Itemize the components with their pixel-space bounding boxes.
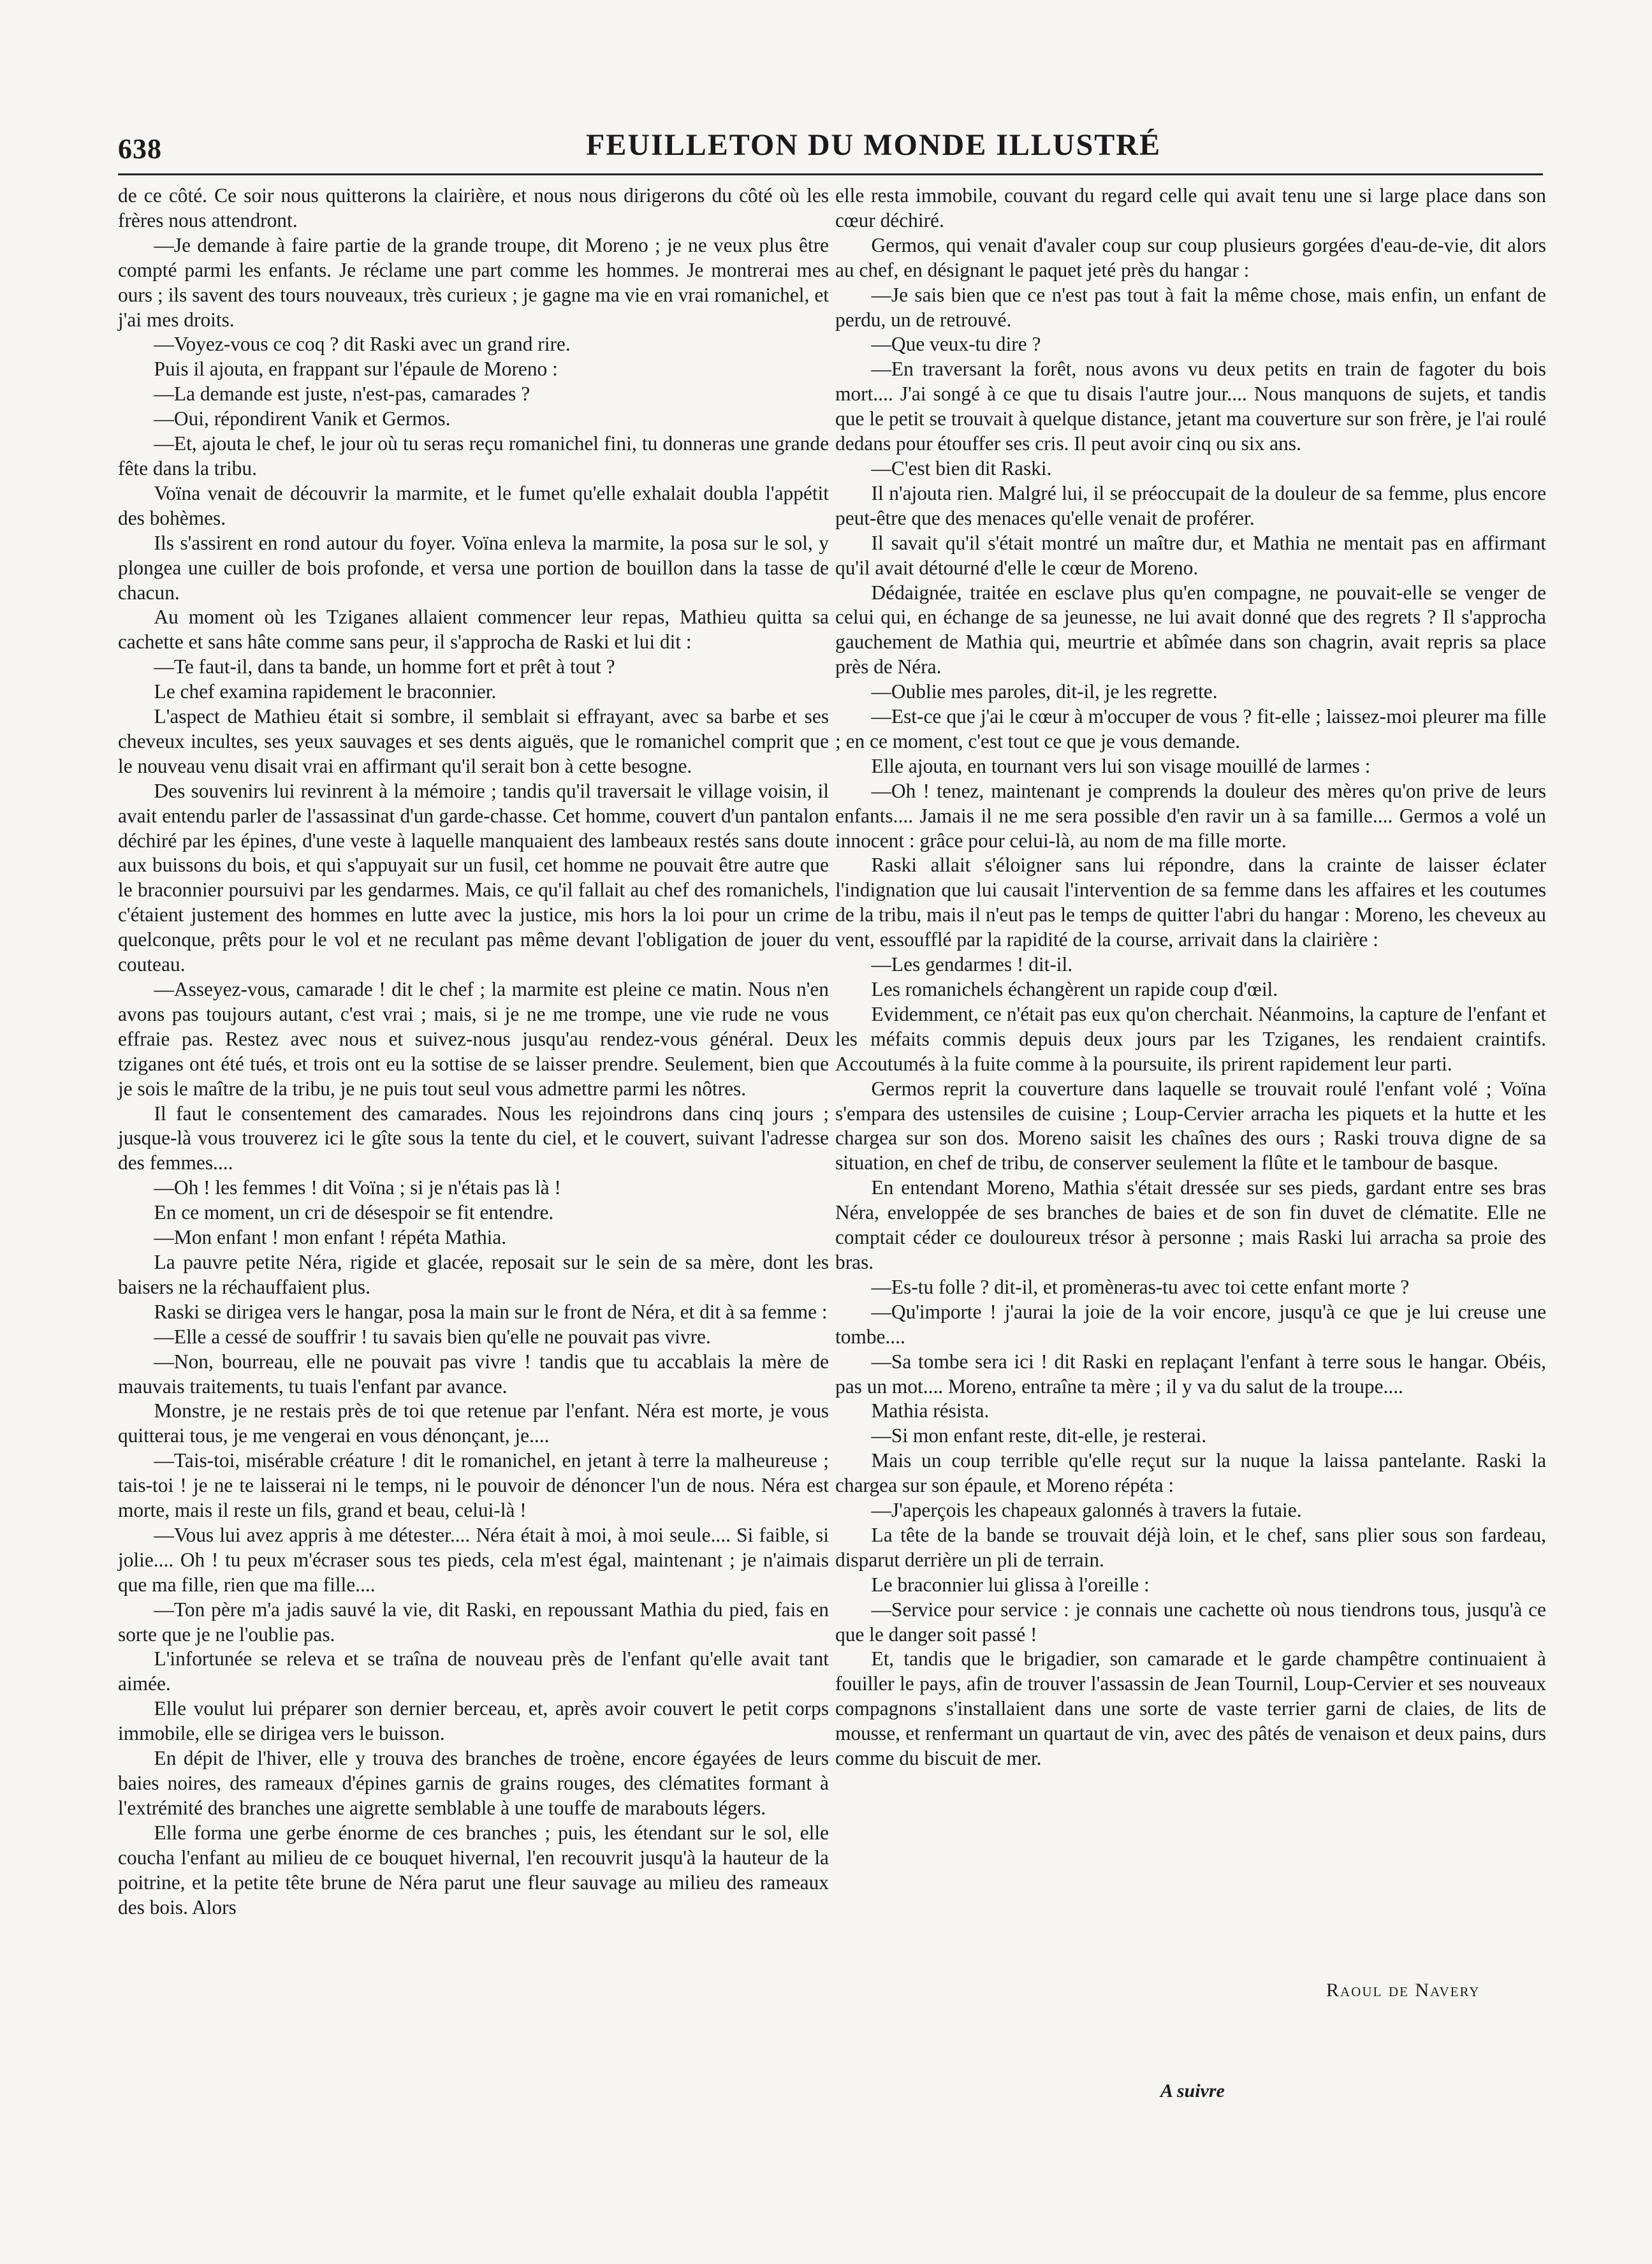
left-column (118, 184, 829, 1920)
paragraph: La tête de la bande se trouvait déjà loin, et le chef, sans plier sous son fardeau, disparut derrière un pli de terrain. (835, 1523, 1546, 1571)
paragraph: —Oui, répondirent Vanik et Germos. (154, 407, 451, 430)
paragraph: Raski allait s'éloigner sans lui répondre, dans la crainte de laisser éclater l'indignation que lui causait l'intervention de sa femme dans les affaires et les coutumes de la tribu, mais il n'eut pas le temps de quitter l'abri du hangar : Moreno, les cheveux au vent, essoufflé par la rapidité de la course, arrivait dans la clairière : (835, 854, 1546, 951)
right-column (835, 184, 1546, 1771)
paragraph: —Ton père m'a jadis sauvé la vie, dit Raski, en repoussant Mathia du pied, fais en sorte que je ne l'oublie pas. (118, 1598, 829, 1646)
to-be-continued: A suivre (1160, 2080, 1225, 2101)
paragraph: —Te faut-il, dans ta bande, un homme fort et prêt à tout ? (154, 655, 615, 678)
paragraph: —Je demande à faire partie de la grande troupe, dit Moreno ; je ne veux plus être compté parmi les enfants. Je réclame une part comme les hommes. Je montrerai mes ours ; ils savent des tours nouveaux, très curieux ; je gagne ma vie en vrai romanichel, et j'ai mes droits. (118, 233, 829, 331)
paragraph: Et, tandis que le brigadier, son camarade et le garde champêtre continuaient à fouiller le pays, afin de trouver l'assassin de Jean Tournil, Loup-Cervier et ses nouveaux compagnons s'installaient dans une sorte de vaste terrier garni de claies, de lits de mousse, et renfermant un quartaut de vin, avec des pâtés de venaison et deux pains, durs comme du biscuit de mer. (835, 1647, 1546, 1770)
paragraph: Mathia résista. (871, 1399, 990, 1422)
running-head: FEUILLETON DU MONDE ILLUSTRÉ (586, 128, 1161, 162)
paragraph: Les romanichels échangèrent un rapide coup d'œil. (871, 978, 1278, 1000)
paragraph: —Les gendarmes ! dit-il. (871, 953, 1073, 976)
page-number: 638 (118, 133, 162, 164)
paragraph: En ce moment, un cri de désespoir se fit entendre. (154, 1201, 554, 1224)
paragraph: —Service pour service : je connais une cachette où nous tiendrons tous, jusqu'à ce que le danger soit passé ! (835, 1598, 1546, 1646)
paragraph: —C'est bien dit Raski. (871, 456, 1052, 479)
paragraph: Le chef examina rapidement le braconnier. (154, 680, 497, 703)
paragraph: —Non, bourreau, elle ne pouvait pas vivre ! tandis que tu accablais la mère de mauvais traitements, tu tuais l'enfant par avance. (118, 1350, 829, 1398)
paragraph: Des souvenirs lui revinrent à la mémoire ; tandis qu'il traversait le village voisin, il avait entendu parler de l'assassinat d'un garde-chasse. Cet homme, couvert d'un pantalon déchiré par les épines, d'une veste à laquelle manquaient des lambeaux restés sans doute aux buissons du bois, et qui s'appuyait sur un fusil, cet homme ne pouvait être autre que le braconnier poursuivi par les gendarmes. Mais, ce qu'il fallait au chef des romanichels, c'étaient justement des hommes en lutte avec la justice, mis hors la loi pour un crime quelconque, prêts pour le vol et ne reculant pas même devant l'obligation de jouer du couteau. (118, 779, 829, 976)
paragraph: Germos, qui venait d'avaler coup sur coup plusieurs gorgées d'eau-de-vie, dit alors au chef, en désignant le paquet jeté près du hangar : (835, 233, 1546, 281)
paragraph: Elle voulut lui préparer son dernier berceau, et, après avoir couvert le petit corps immobile, elle se dirigea vers le buisson. (118, 1697, 829, 1745)
paragraph: Mais un coup terrible qu'elle reçut sur la nuque la laissa pantelante. Raski la chargea sur son épaule, et Moreno répéta : (835, 1449, 1546, 1497)
paragraph: La pauvre petite Néra, rigide et glacée, reposait sur le sein de sa mère, dont les baisers ne la réchauffaient plus. (118, 1250, 829, 1298)
paragraph: —Elle a cessé de souffrir ! tu savais bien qu'elle ne pouvait pas vivre. (154, 1325, 711, 1348)
paragraph: —Oublie mes paroles, dit-il, je les regrette. (871, 680, 1218, 703)
author-signature: Raoul de Navery (1326, 1980, 1480, 2001)
paragraph: Il faut le consentement des camarades. Nous les rejoindrons dans cinq jours ; jusque-là vous trouverez ici le gîte sous la tente du ciel, et le couvert, suivant l'adresse des femmes.... (118, 1102, 829, 1174)
paragraph: —Vous lui avez appris à me détester.... Néra était à moi, à moi seule.... Si faible, si jolie.... Oh ! tu peux m'écraser sous tes pieds, cela m'est égal, maintenant ; je n'aimais que ma fille, rien que ma fille.... (118, 1523, 829, 1596)
header-rule (118, 173, 1543, 175)
paragraph: —Sa tombe sera ici ! dit Raski en replaçant l'enfant à terre sous le hangar. Obéis, pas un mot.... Moreno, entraîne ta mère ; il y va du salut de la troupe.... (835, 1350, 1546, 1398)
paragraph: Ils s'assirent en rond autour du foyer. Voïna enleva la marmite, la posa sur le sol, y plongea une cuiller de bois profonde, et versa une portion de bouillon dans la tasse de chacun. (118, 531, 829, 604)
paragraph: —Si mon enfant reste, dit-elle, je resterai. (871, 1424, 1207, 1447)
paragraph: —Que veux-tu dire ? (871, 333, 1041, 356)
paragraph: Le braconnier lui glissa à l'oreille : (871, 1573, 1150, 1596)
paragraph: En dépit de l'hiver, elle y trouva des branches de troène, encore égayées de leurs baies noires, des rameaux d'épines garnis de grains rouges, des clématites formant à l'extrémité des branches une aigrette semblable à une touffe de marabouts légers. (118, 1747, 829, 1819)
paragraph: —Asseyez-vous, camarade ! dit le chef ; la marmite est pleine ce matin. Nous n'en avons pas toujours autant, c'est vrai ; mais, si je ne me trompe, une vie rude ne vous effraie pas. Restez avec nous et suivez-nous jusqu'au rendez-vous général. Deux tziganes ont été tués, et trois ont eu la sottise de se laisser prendre. Seulement, bien que je sois le maître de la tribu, je ne puis tout seul vous admettre parmi les nôtres. (118, 978, 829, 1100)
paragraph: —Voyez-vous ce coq ? dit Raski avec un grand rire. (154, 333, 571, 356)
paragraph: —Qu'importe ! j'aurai la joie de la voir encore, jusqu'à ce que je lui creuse une tombe.... (835, 1300, 1546, 1348)
paragraph: —Mon enfant ! mon enfant ! répéta Mathia. (154, 1226, 507, 1249)
paragraph: —Oh ! les femmes ! dit Voïna ; si je n'étais pas là ! (154, 1176, 561, 1199)
paragraph: Monstre, je ne restais près de toi que retenue par l'enfant. Néra est morte, je vous quitterai tous, je me vengerai en vous dénonçant, je.... (118, 1399, 829, 1447)
paragraph: Elle forma une gerbe énorme de ces branches ; puis, les étendant sur le sol, elle coucha l'enfant au milieu de ce bouquet hivernal, l'en recouvrit jusqu'à la hauteur de la poitrine, et la petite tête brune de Néra parut une fleur sauvage au milieu des rameaux des bois. Alors (118, 1821, 829, 1918)
paragraph: —Je sais bien que ce n'est pas tout à fait la même chose, mais enfin, un enfant de perdu, un de retrouvé. (835, 283, 1546, 331)
paragraph: —La demande est juste, n'est-pas, camarades ? (154, 383, 530, 405)
paragraph: Evidemment, ce n'était pas eux qu'on cherchait. Néanmoins, la capture de l'enfant et les méfaits commis depuis deux jours par les Tziganes, les rendaient craintifs. Accoutumés à la fuite comme à la poursuite, ils prirent rapidement leur parti. (835, 1002, 1546, 1075)
paragraph: —Tais-toi, misérable créature ! dit le romanichel, en jetant à terre la malheureuse ; tais-toi ! je ne te laisserai ni le temps, ni le pouvoir de dénoncer l'un de nous. Néra est morte, mais il reste un fils, grand et beau, celui-là ! (118, 1449, 829, 1522)
paragraph: Germos reprit la couverture dans laquelle se trouvait roulé l'enfant volé ; Voïna s'empara des ustensiles de cuisine ; Loup-Cervier arracha les piquets et la hutte et les chargea sur son dos. Moreno saisit les chaînes des ours ; Raski trouva digne de sa situation, en chef de tribu, de conserver seulement la flûte et le tambour de basque. (835, 1077, 1546, 1174)
paragraph: —Es-tu folle ? dit-il, et promèneras-tu avec toi cette enfant morte ? (871, 1275, 1410, 1298)
paragraph: —Oh ! tenez, maintenant je comprends la douleur des mères qu'on prive de leurs enfants.... Jamais il ne me sera possible d'en ravir un à sa famille.... Germos a volé un innocent : grâce pour celui-là, au nom de ma fille morte. (835, 779, 1546, 852)
paragraph: En entendant Moreno, Mathia s'était dressée sur ses pieds, gardant entre ses bras Néra, enveloppée de ses branches de baies et de son fin duvet de clématite. Elle ne comptait céder ce douloureux trésor à personne ; mais Raski lui arracha sa proie des bras. (835, 1176, 1546, 1273)
paragraph: Elle ajouta, en tournant vers lui son visage mouillé de larmes : (871, 754, 1371, 777)
paragraph: Raski se dirigea vers le hangar, posa la main sur le front de Néra, et dit à sa femme : (154, 1300, 828, 1323)
paragraph: —Et, ajouta le chef, le jour où tu seras reçu romanichel fini, tu donneras une grande fête dans la tribu. (118, 432, 829, 479)
paragraph: —J'aperçois les chapeaux galonnés à travers la futaie. (871, 1499, 1302, 1522)
paragraph: —Est-ce que j'ai le cœur à m'occuper de vous ? fit-elle ; laissez-moi pleurer ma fille ; en ce moment, c'est tout ce que je vous demande. (835, 705, 1546, 752)
paragraph: Puis il ajouta, en frappant sur l'épaule de Moreno : (154, 358, 558, 381)
paragraph: Il n'ajouta rien. Malgré lui, il se préoccupait de la douleur de sa femme, plus encore peut-être que des menaces qu'elle venait de proférer. (835, 481, 1546, 529)
paragraph: —En traversant la forêt, nous avons vu deux petits en train de fagoter du bois mort.... J'ai songé à ce que tu disais l'autre jour.... Nous manquons de sujets, et tandis que le petit se trouvait à quelque distance, jetant ma couverture sur son frère, je l'ai roulé dedans pour étouffer ses cris. Il peut avoir cinq ou six ans. (835, 358, 1546, 455)
paragraph: Il savait qu'il s'était montré un maître dur, et Mathia ne mentait pas en affirmant qu'il avait détourné d'elle le cœur de Moreno. (835, 531, 1546, 579)
paragraph: Au moment où les Tziganes allaient commencer leur repas, Mathieu quitta sa cachette et sans hâte comme sans peur, il s'approcha de Raski et lui dit : (118, 606, 829, 654)
paragraph: elle resta immobile, couvant du regard celle qui avait tenu une si large place dans son cœur déchiré. (835, 184, 1546, 231)
paragraph: L'infortunée se releva et se traîna de nouveau près de l'enfant qu'elle avait tant aimée. (118, 1647, 829, 1695)
paragraph: Dédaignée, traitée en esclave plus qu'en compagne, ne pouvait-elle se venger de celui qui, en échange de sa jeunesse, ne lui avait donné que des regrets ? Il s'approcha gauchement de Mathia qui, meurtrie et abîmée dans son chagrin, avait repris sa place près de Néra. (835, 581, 1546, 678)
paragraph: L'aspect de Mathieu était si sombre, il semblait si effrayant, avec sa barbe et ses cheveux incultes, ses yeux sauvages et ses dents aiguës, que le romanichel comprit que le nouveau venu disait vrai en affirmant qu'il serait bon à cette besogne. (118, 705, 829, 777)
paragraph: de ce côté. Ce soir nous quitterons la clairière, et nous nous dirigerons du côté où les frères nous attendront. (118, 184, 829, 231)
paragraph: Voïna venait de découvrir la marmite, et le fumet qu'elle exhalait doubla l'appétit des bohèmes. (118, 481, 829, 529)
page-header (96, 128, 1562, 172)
